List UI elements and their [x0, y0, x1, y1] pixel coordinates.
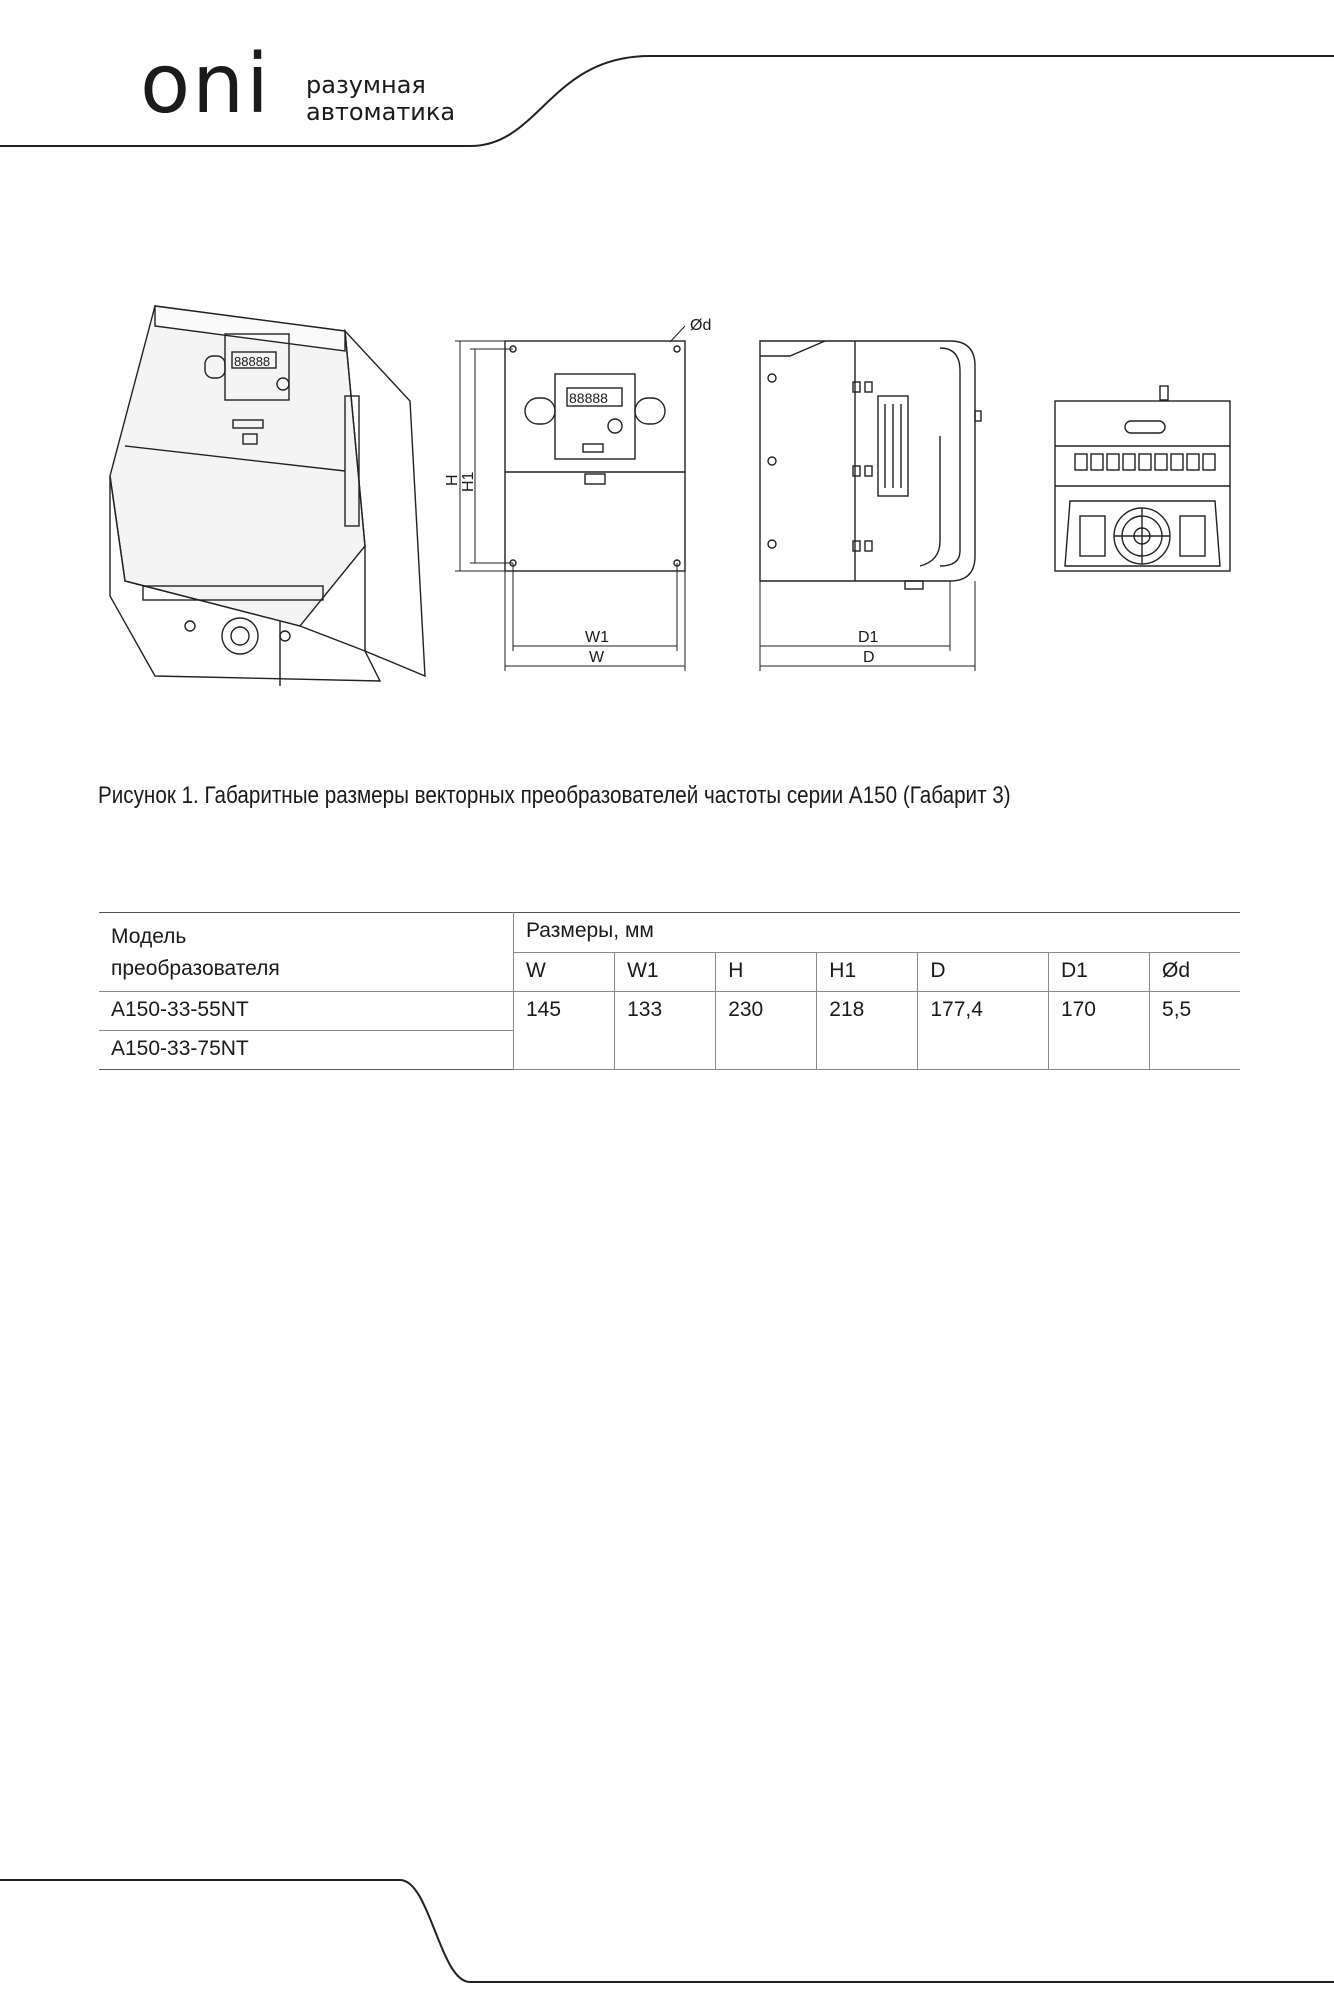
model-cell: A150-33-55NT	[99, 992, 514, 1031]
iso-fan	[222, 618, 258, 654]
front-body	[505, 341, 685, 571]
value-w: 145	[514, 992, 615, 1070]
dim-d: Ød	[690, 317, 712, 334]
col-header-diameter: Ød	[1150, 952, 1240, 992]
dimensions-table	[99, 912, 1240, 1070]
value-d: 177,4	[918, 992, 1049, 1070]
terminal-row	[1075, 454, 1215, 470]
dim-D: D	[863, 649, 875, 666]
table-header-row	[99, 913, 1240, 953]
brand-tagline	[306, 72, 455, 126]
dim-H1: H1	[460, 471, 477, 492]
col-header-h1: H1	[817, 952, 918, 992]
model-column-header	[99, 913, 514, 992]
tagline-line-2: автоматика	[306, 98, 456, 126]
brand-logo: oni	[140, 37, 271, 132]
front-display-digits: 88888	[569, 390, 608, 406]
model-cell: A150-33-75NT	[99, 1031, 514, 1070]
bottom-view	[1055, 386, 1230, 571]
tagline-line-1: разумная	[306, 71, 426, 99]
sizes-header: Размеры, мм	[514, 913, 1241, 953]
dim-W1: W1	[585, 629, 609, 646]
value-h1: 218	[817, 992, 918, 1070]
dimension-drawings	[95, 296, 1245, 686]
dim-D1: D1	[858, 629, 879, 646]
value-h: 230	[716, 992, 817, 1070]
side-body	[760, 341, 975, 581]
front-view	[444, 317, 711, 671]
table-row	[99, 992, 1240, 1031]
col-header-h: H	[716, 952, 817, 992]
side-view	[760, 341, 981, 671]
value-diameter: 5,5	[1150, 992, 1240, 1070]
dim-H: H	[444, 474, 461, 486]
col-header-w1: W1	[615, 952, 716, 992]
model-header-line-1: Модель	[111, 925, 187, 948]
front-display-panel	[555, 374, 635, 459]
dim-W: W	[589, 649, 605, 666]
isometric-view	[110, 306, 425, 686]
col-header-d1: D1	[1048, 952, 1149, 992]
col-header-d: D	[918, 952, 1049, 992]
value-d1: 170	[1048, 992, 1149, 1070]
value-w1: 133	[615, 992, 716, 1070]
iso-display-digits: 88888	[234, 354, 271, 369]
col-header-w: W	[514, 952, 615, 992]
model-header-line-2: преобразователя	[111, 957, 280, 980]
figure-caption: Рисунок 1. Габаритные размеры векторных преобразователей частоты серии А150 (Габарит 3)	[98, 782, 1011, 809]
